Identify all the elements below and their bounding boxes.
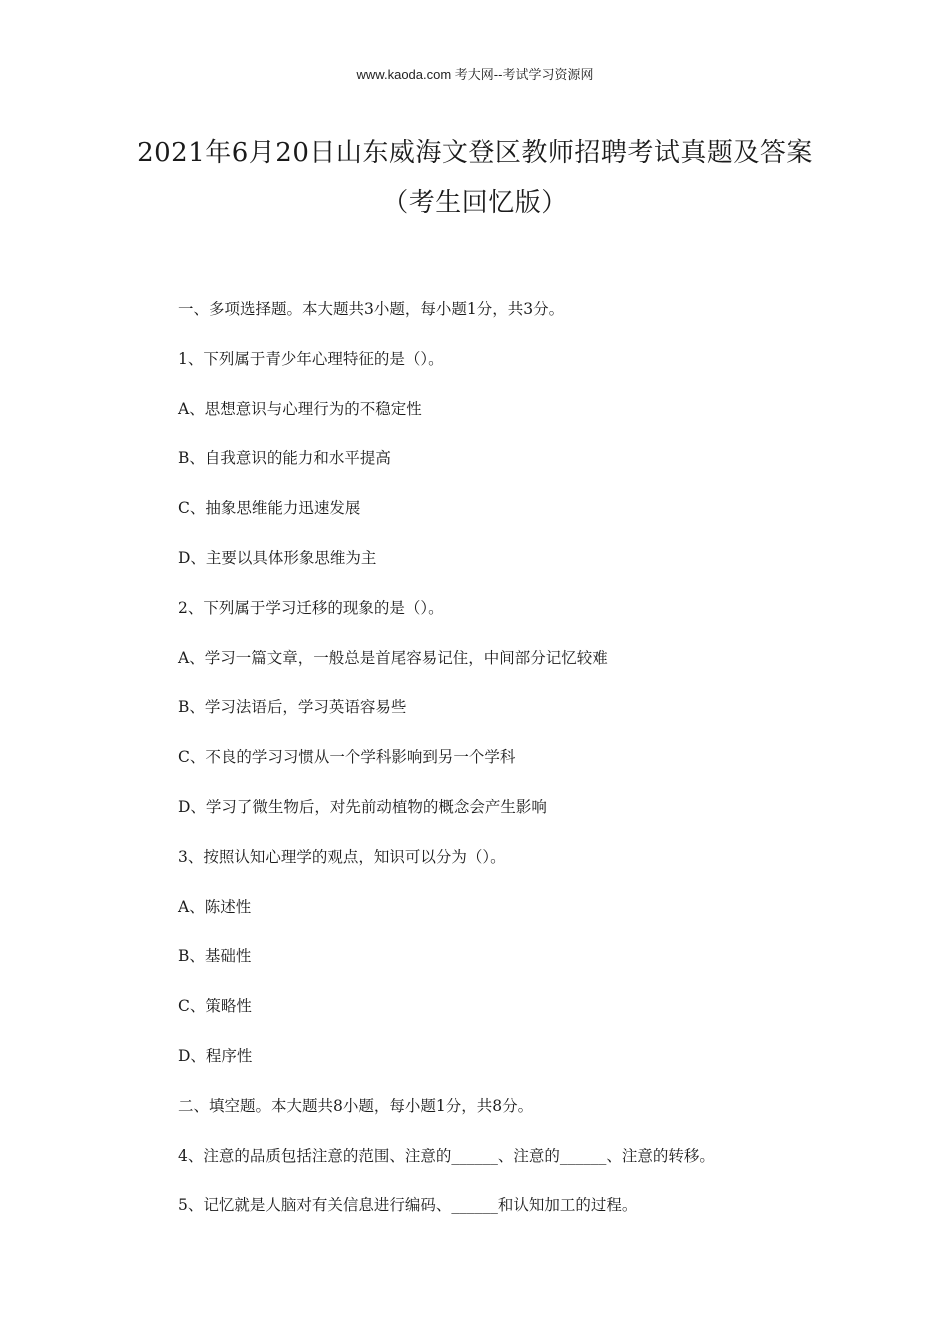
question-3-option-d: D、程序性: [178, 1046, 253, 1065]
question-1-option-c: C、抽象思维能力迅速发展: [178, 499, 361, 518]
question-1-option-d: D、主要以具体形象思维为主: [178, 548, 377, 567]
question-2-option-c: C、不良的学习习惯从一个学科影响到另一个学科: [178, 748, 516, 767]
document-subtitle: （考生回忆版）: [382, 188, 568, 218]
question-2-option-d: D、学习了微生物后，对先前动植物的概念会产生影响: [178, 797, 547, 816]
question-body: [178, 298, 878, 1244]
question-1-option-a: A、思想意识与心理行为的不稳定性: [178, 399, 422, 418]
question-3-option-c: C、策略性: [178, 997, 252, 1016]
source-header: www.kaoda.com 考大网--考试学习资源网: [356, 67, 594, 82]
question-3-option-b: B、基础性: [178, 947, 252, 966]
question-2-option-a: A、学习一篇文章，一般总是首尾容易记住，中间部分记忆较难: [178, 648, 608, 667]
section-heading-fill-in: 二、填空题。本大题共8小题，每小题1分，共8分。: [178, 1096, 534, 1115]
question-2: 2、下列属于学习迁移的现象的是（）。: [178, 598, 444, 617]
document-title: 2021年6月20日山东威海文登区教师招聘考试真题及答案: [137, 138, 813, 168]
question-5: 5、记忆就是人脑对有关信息进行编码、______和认知加工的过程。: [178, 1196, 638, 1215]
question-1: 1、下列属于青少年心理特征的是（）。: [178, 349, 444, 368]
section-heading-multiple-choice: 一、多项选择题。本大题共3小题，每小题1分，共3分。: [178, 300, 565, 318]
question-3: 3、按照认知心理学的观点，知识可以分为（）。: [178, 847, 506, 866]
question-1-option-b: B、自我意识的能力和水平提高: [178, 449, 391, 468]
question-2-option-b: B、学习法语后，学习英语容易些: [178, 698, 407, 717]
question-4: 4、注意的品质包括注意的范围、注意的______、注意的______、注意的转移。: [178, 1146, 715, 1165]
question-3-option-a: A、陈述性: [178, 897, 252, 916]
